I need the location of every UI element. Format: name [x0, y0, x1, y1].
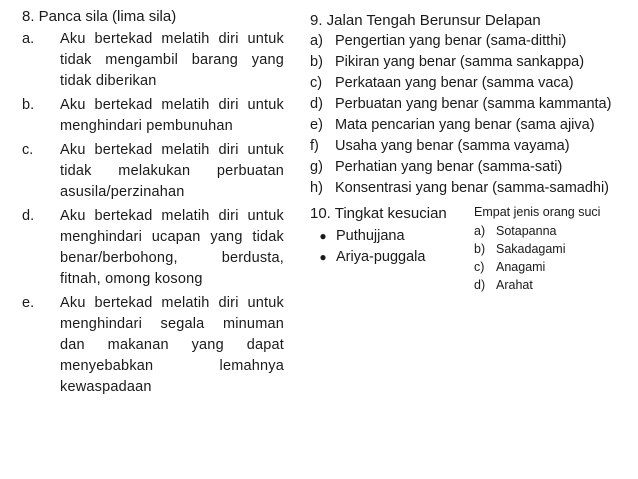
list-marker: f): [310, 138, 319, 154]
bottom-block: [310, 203, 630, 313]
list-marker: a): [310, 33, 323, 49]
jalan-tengah-section: [310, 10, 630, 313]
bullet-icon: ●: [319, 229, 327, 243]
list-item-text: Aku bertekad melatih diri untuk menghindari ucapan yang tidak benar/berbohong, berdusta, fitnah, omong kosong: [60, 208, 284, 287]
panca-sila-section: [22, 6, 284, 401]
list-marker: c): [474, 260, 485, 274]
list-item-text: Perbuatan yang benar (samma kammanta): [335, 96, 612, 112]
list-item-text: Konsentrasi yang benar (samma-samadhi): [335, 180, 610, 196]
list-item: [310, 247, 470, 268]
list-marker: a): [474, 224, 486, 238]
list-item: [310, 52, 630, 73]
tingkat-kesucian-title: 10. Tingkat kesucian: [310, 205, 447, 222]
list-item-text: Aku bertekad melatih diri untuk tidak mengambil barang yang tidak diberikan: [60, 31, 284, 89]
list-item-text: Perkataan yang benar (samma vaca): [335, 75, 574, 91]
tingkat-kesucian-section: [310, 203, 470, 268]
list-item: [474, 258, 634, 276]
panca-sila-list: [22, 29, 284, 398]
list-item-text: Pikiran yang benar (samma sankappa): [335, 54, 585, 70]
list-item: [22, 293, 284, 398]
list-item: [474, 240, 634, 258]
list-item-text: Mata pencarian yang benar (sama ajiva): [335, 117, 595, 133]
empat-jenis-title: Empat jenis orang suci: [474, 205, 601, 219]
list-item: [474, 276, 634, 294]
list-item-text: Aku bertekad melatih diri untuk tidak melakukan perbuatan asusila/perzinahan: [60, 142, 284, 200]
list-item-text: Puthujjana: [336, 228, 405, 244]
list-marker: g): [310, 159, 323, 175]
list-item: [310, 226, 470, 247]
jalan-tengah-title: 9. Jalan Tengah Berunsur Delapan: [310, 12, 541, 29]
jalan-tengah-list: [310, 31, 630, 199]
list-item: [22, 29, 284, 92]
list-item: [22, 95, 284, 137]
list-item: [310, 178, 630, 199]
list-item-text: Ariya-puggala: [336, 249, 426, 265]
list-item-text: Sotapanna: [496, 224, 557, 238]
list-item: [310, 73, 630, 94]
list-item-text: Aku bertekad melatih diri untuk menghindari pembunuhan: [60, 97, 284, 134]
list-item-text: Anagami: [496, 260, 546, 274]
tingkat-kesucian-list: [310, 226, 470, 268]
list-marker: b): [474, 242, 486, 256]
list-marker: d.: [22, 208, 35, 224]
list-marker: b.: [22, 97, 35, 113]
list-item: [474, 222, 634, 240]
list-marker: d): [474, 278, 486, 292]
list-marker: h): [310, 180, 323, 196]
list-item: [310, 136, 630, 157]
list-item: [22, 206, 284, 290]
list-marker: c.: [22, 142, 34, 158]
list-item-text: Aku bertekad melatih diri untuk menghindari segala minuman dan makanan yang dapat menyebabkan lemahnya kewaspadaan: [60, 295, 284, 395]
list-item-text: Sakadagami: [496, 242, 566, 256]
list-marker: d): [310, 96, 323, 112]
panca-sila-title: 8. Panca sila (lima sila): [22, 8, 177, 25]
list-item-text: Perhatian yang benar (samma-sati): [335, 159, 563, 175]
empat-jenis-list: [474, 222, 634, 294]
list-marker: a.: [22, 31, 35, 47]
list-item: [22, 140, 284, 203]
list-item: [310, 157, 630, 178]
list-marker: b): [310, 54, 323, 70]
list-marker: e): [310, 117, 323, 133]
empat-jenis-section: [474, 203, 634, 294]
list-item-text: Pengertian yang benar (sama-ditthi): [335, 33, 567, 49]
list-item: [310, 115, 630, 136]
list-item: [310, 31, 630, 52]
bullet-icon: ●: [319, 250, 327, 264]
list-item-text: Arahat: [496, 278, 533, 292]
list-marker: c): [310, 75, 323, 91]
list-item: [310, 94, 630, 115]
list-item-text: Usaha yang benar (samma vayama): [335, 138, 570, 154]
list-marker: e.: [22, 295, 35, 311]
